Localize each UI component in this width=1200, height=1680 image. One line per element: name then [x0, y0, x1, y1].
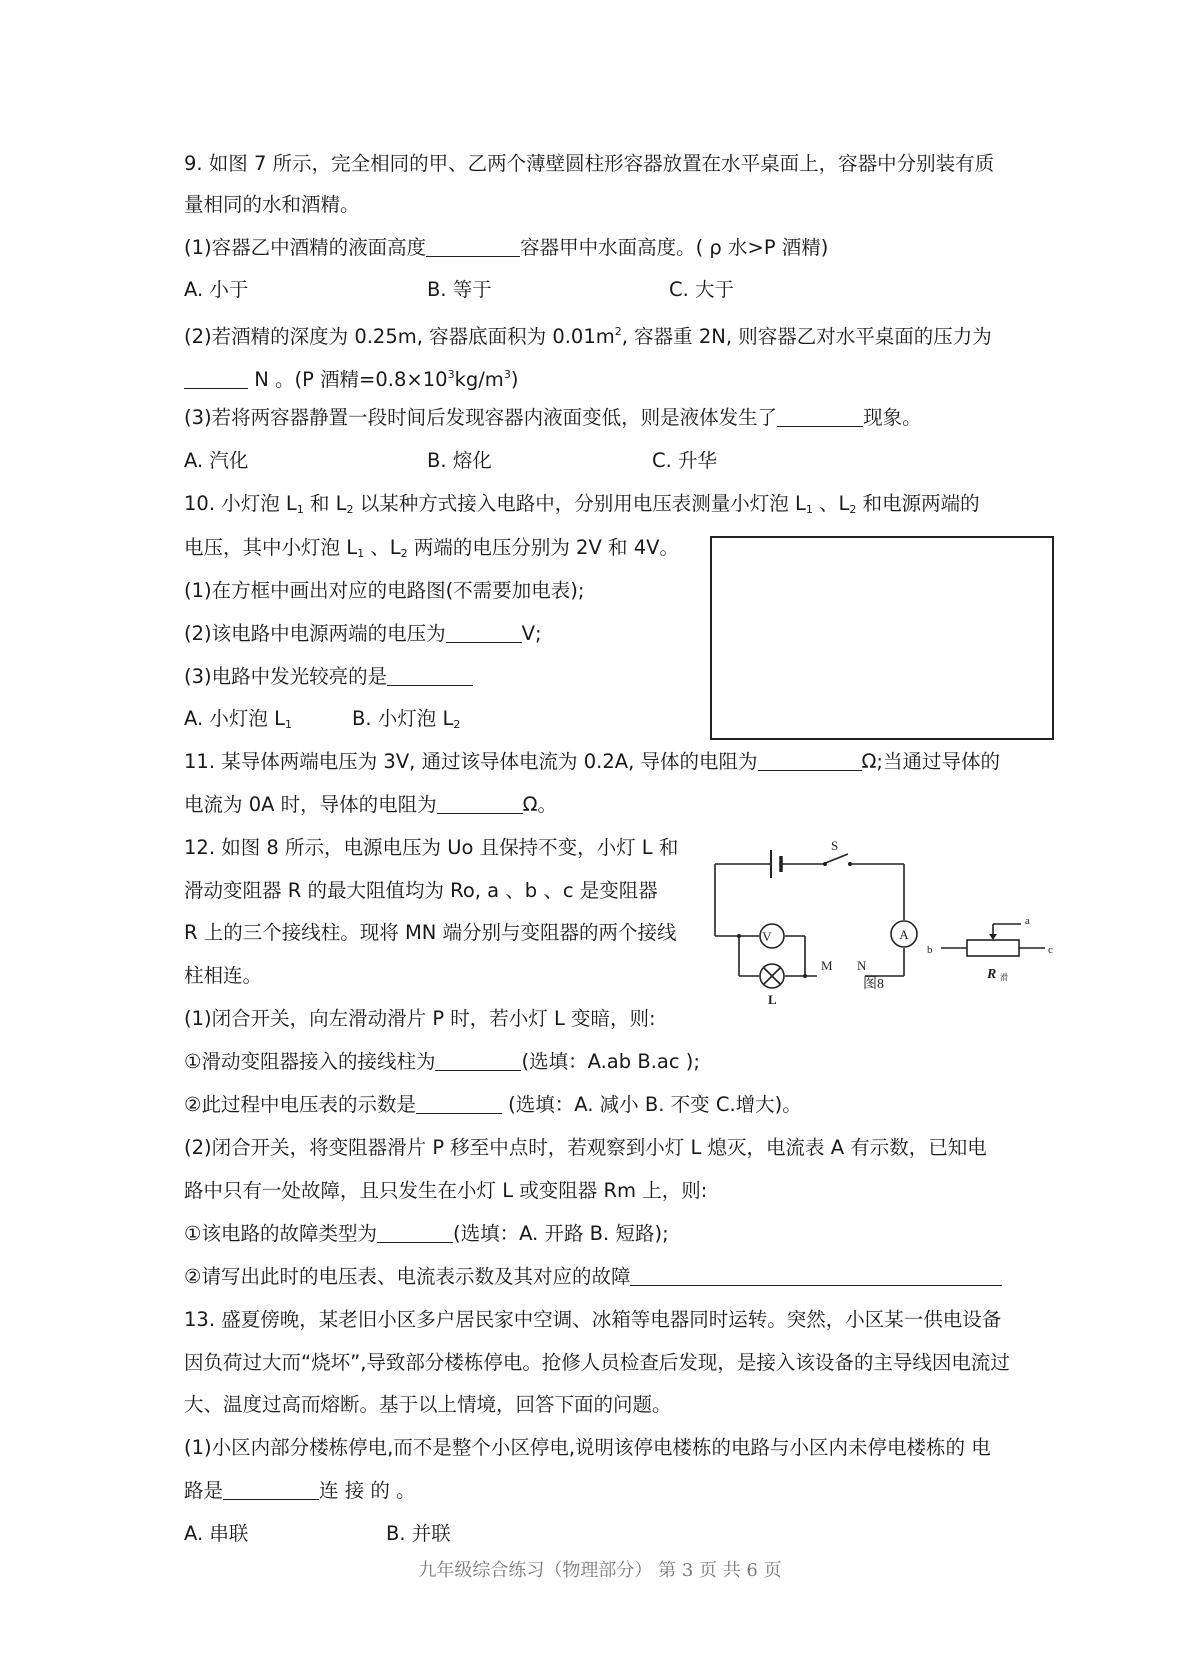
- answer-blank[interactable]: [426, 238, 520, 257]
- label-L: L: [768, 992, 777, 1007]
- q12-sub1: (1)闭合开关，向左滑动滑片 P 时，若小灯 L 变暗，则:: [184, 1007, 656, 1030]
- subscript: 1: [284, 718, 292, 731]
- q10-text: 电压，其中小灯泡 L: [184, 536, 358, 559]
- q13-options: [184, 1522, 451, 1546]
- q12-sub2-line2: 路中只有一处故障，且只发生在小灯 L 或变阻器 Rm 上，则:: [184, 1179, 708, 1202]
- q9-sub1: [184, 236, 828, 260]
- q10-sub3: [184, 665, 473, 689]
- subscript: 1: [357, 547, 365, 560]
- q11-line2: [184, 793, 557, 817]
- answer-blank[interactable]: [446, 624, 522, 643]
- q10-text: 和电源两端的: [856, 492, 980, 515]
- answer-blank[interactable]: [777, 408, 863, 427]
- q12-sub2a: [184, 1222, 669, 1246]
- q12-sub2a-text: ①该电路的故障类型为: [184, 1222, 377, 1245]
- option-c: C. 大于: [669, 278, 735, 301]
- answer-blank[interactable]: [437, 795, 523, 814]
- q10-line1: [184, 492, 980, 522]
- q11-text: 11. 某导体两端电压为 3V, 通过该导体电流为 0.2A, 导体的电阻为: [184, 750, 758, 773]
- q13-sub1-text: 路是: [184, 1479, 224, 1502]
- q10-sub3-text: (3)电路中发光较亮的是: [184, 665, 388, 688]
- subscript: 1: [296, 503, 304, 516]
- q13-line1: 13. 盛夏傍晚，某老旧小区多户居民家中空调、冰箱等电器同时运转。突然，小区某一供电设备: [184, 1308, 1002, 1331]
- q10-text: 、L: [812, 492, 850, 515]
- q9-sub2-close: ): [510, 368, 519, 391]
- q12-sub2a-choices: (选填：A. 开路 B. 短路);: [452, 1222, 669, 1245]
- option-a: A. 汽化: [184, 449, 249, 472]
- q12-line3: R 上的三个接线柱。现将 MN 端分别与变阻器的两个接线: [184, 921, 677, 944]
- option-b: B. 熔化: [427, 449, 492, 472]
- q12-sub1b-text: ②此过程中电压表的示数是: [184, 1093, 416, 1116]
- q11-line1: [184, 750, 1000, 774]
- label-c: c: [1048, 944, 1053, 956]
- option-b-text: B. 小灯泡 L: [352, 707, 454, 730]
- q13-sub1-text-end: 连 接 的 。: [319, 1479, 416, 1502]
- q9-sub3: [184, 406, 922, 430]
- superscript: 2: [614, 325, 622, 338]
- q9-sub2-text-end: , 容器重 2N, 则容器乙对水平桌面的压力为: [621, 325, 992, 348]
- label-S: S: [831, 838, 839, 853]
- q9-sub3-options: [184, 449, 717, 473]
- answer-blank[interactable]: [377, 1224, 453, 1243]
- label-V: V: [762, 929, 772, 944]
- q10-text: 、L: [364, 536, 401, 559]
- option-b: [352, 707, 460, 737]
- option-a-text: A. 小灯泡 L: [184, 707, 285, 730]
- q9-line1: 9. 如图 7 所示，完全相同的甲、乙两个薄壁圆柱形容器放置在水平桌面上，容器中分别装有质: [184, 152, 995, 175]
- answer-blank[interactable]: [416, 1095, 502, 1114]
- q12-sub1b: [184, 1093, 802, 1117]
- option-b: B. 并联: [386, 1522, 451, 1545]
- answer-blank[interactable]: [184, 370, 248, 389]
- q10-sub2-unit: V;: [521, 622, 542, 645]
- option-a: A. 小于: [184, 278, 249, 301]
- q13-sub1-line1: (1)小区内部分楼栋停电,而不是整个小区停电,说明该停电楼栋的电路与小区内未停电楼栋的 电: [184, 1436, 991, 1459]
- slider-arrow: [989, 934, 997, 940]
- q12-sub2b-text: ②请写出此时的电压表、电流表示数及其对应的故障: [184, 1265, 631, 1288]
- q13-line3: 大、温度过高而熔断。基于以上情境，回答下面的问题。: [184, 1393, 672, 1416]
- q9-sub3-text: (3)若将两容器静置一段时间后发现容器内液面变低，则是液体发生了: [184, 406, 778, 429]
- q11-text-end: Ω。: [522, 793, 558, 816]
- q11-text-end: Ω;当通过导体的: [861, 750, 1000, 773]
- q11-text: 电流为 0A 时，导体的电阻为: [184, 793, 437, 816]
- q12-sub1b-choices: (选填：A. 减小 B. 不变 C.增大)。: [501, 1093, 802, 1116]
- junction-dot: [737, 934, 741, 938]
- figure-caption: 图8: [863, 977, 884, 992]
- q12-sub2-line1: (2)闭合开关，将变阻器滑片 P 移至中点时，若观察到小灯 L 熄灭，电流表 A 有示数，已知电: [184, 1136, 987, 1159]
- option-b: B. 等于: [427, 278, 492, 301]
- superscript: 3: [503, 368, 511, 381]
- page-footer: 九年级综合练习（物理部分） 第 3 页 共 6 页: [418, 1560, 782, 1581]
- junction-dot: [803, 974, 807, 978]
- subscript: 1: [805, 503, 813, 516]
- circuit-figure-8: [705, 836, 1075, 1007]
- q12-sub2b: [184, 1265, 1002, 1289]
- q9-sub3-text-end: 现象。: [863, 406, 922, 429]
- q9-sub2-text: (2)若酒精的深度为 0.25m, 容器底面积为 0.01m: [184, 325, 615, 348]
- q9-sub1-text-end: 容器甲中水面高度。( ρ 水>P 酒精): [520, 236, 829, 259]
- subscript: 2: [849, 503, 857, 516]
- label-A: A: [899, 927, 909, 942]
- option-c: C. 升华: [652, 449, 718, 472]
- q9-sub2-unit2: kg/m: [454, 368, 504, 391]
- q12-line2: 滑动变阻器 R 的最大阻值均为 Ro, a 、b 、c 是变阻器: [184, 879, 658, 902]
- label-b: b: [927, 944, 933, 956]
- q12-sub1a-text: ①滑动变阻器接入的接线柱为: [184, 1050, 436, 1073]
- q9-sub2-unit: N 。(P 酒精=0.8×10: [248, 368, 448, 391]
- q10-options: [184, 707, 460, 737]
- q12-sub1a-choices: (选填：A.ab B.ac );: [521, 1050, 700, 1073]
- superscript: 3: [447, 368, 455, 381]
- subscript: 2: [346, 503, 354, 516]
- q9-line2: 量相同的水和酒精。: [184, 193, 360, 216]
- q9-sub2-line2: [184, 363, 518, 392]
- q13-line2: 因负荷过大而“烧坏”,导致部分楼栋停电。抢修人员检查后发现，是接入该设备的主导线因电流过: [184, 1351, 1010, 1374]
- answer-blank[interactable]: [630, 1267, 1002, 1286]
- q12-line4: 柱相连。: [184, 964, 263, 987]
- q10-text: 两端的电压分别为 2V 和 4V。: [407, 536, 679, 559]
- resistor-rect: [967, 940, 1019, 956]
- option-a: A. 串联: [184, 1522, 249, 1545]
- switch-contact: [823, 862, 827, 866]
- q10-text: 10. 小灯泡 L: [184, 492, 297, 515]
- q12-line1: 12. 如图 8 所示，电源电压为 Uo 且保持不变，小灯 L 和: [184, 836, 679, 859]
- q10-text: 和 L: [303, 492, 347, 515]
- q9-sub1-options: [184, 278, 734, 302]
- label-N: N: [857, 958, 867, 973]
- answer-blank[interactable]: [435, 1052, 521, 1071]
- switch-blade: [823, 854, 848, 864]
- label-a: a: [1025, 915, 1030, 927]
- option-a: [184, 707, 352, 737]
- q10-sub1: (1)在方框中画出对应的电路图(不需要加电表);: [184, 579, 585, 602]
- q10-text: 以某种方式接入电路中，分别用电压表测量小灯泡 L: [353, 492, 806, 515]
- answer-blank[interactable]: [758, 752, 862, 771]
- q10-line2: [184, 536, 679, 566]
- q12-sub1a: [184, 1050, 700, 1074]
- label-R-sub: 滑: [1000, 973, 1008, 982]
- answer-blank[interactable]: [387, 667, 473, 686]
- label-R: R: [987, 967, 997, 982]
- q9-sub1-text: (1)容器乙中酒精的液面高度: [184, 236, 427, 259]
- circuit-drawing-box[interactable]: [710, 536, 1054, 740]
- q10-sub2-text: (2)该电路中电源两端的电压为: [184, 622, 446, 645]
- q13-sub1-line2: [184, 1479, 416, 1503]
- subscript: 2: [453, 718, 461, 731]
- q10-sub2: [184, 622, 542, 646]
- label-M: M: [821, 958, 833, 973]
- q9-sub2: [184, 320, 992, 349]
- subscript: 2: [400, 547, 408, 560]
- switch-contact: [848, 862, 852, 866]
- answer-blank[interactable]: [223, 1481, 319, 1500]
